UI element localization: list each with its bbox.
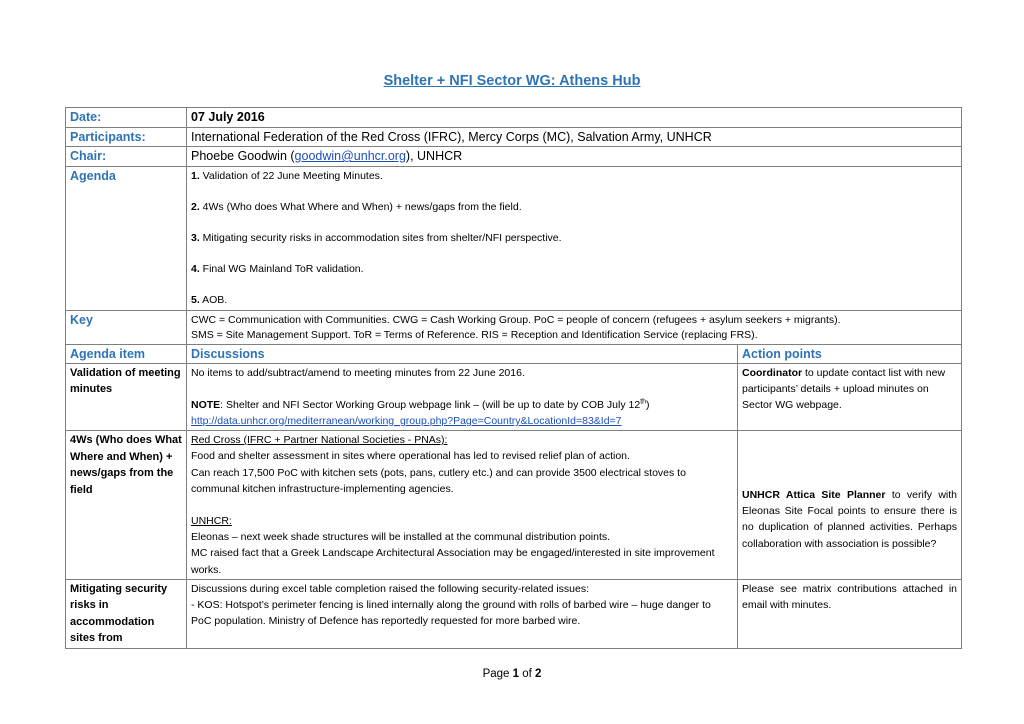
agenda-item-5: 5. AOB. <box>191 293 228 306</box>
header-discussions: Discussions <box>187 344 738 363</box>
agenda-item-4: 4. Final WG Mainland ToR validation. <box>191 262 364 275</box>
page-total: 2 <box>535 668 542 680</box>
chair-value <box>187 147 962 167</box>
agenda-label: Agenda <box>66 166 187 310</box>
row-action: Coordinator to update contact list with new participants’ details + upload minutes on Sector WG webpage. <box>738 363 962 431</box>
minutes-table <box>65 107 962 649</box>
table-row <box>66 431 962 580</box>
agenda-list <box>187 166 962 310</box>
row-action: Please see matrix contributions attached in email with minutes. <box>738 579 962 648</box>
discussion-line: No items to add/subtract/amend to meeting minutes from 22 June 2016. <box>191 366 525 379</box>
agenda-item-3: 3. Mitigating security risks in accommodation sites from shelter/NFI perspective. <box>191 231 562 244</box>
webpage-link[interactable]: http://data.unhcr.org/mediterranean/working_group.php?Page=Country&LocationId=83&Id=7 <box>191 414 622 427</box>
chair-email-link[interactable]: goodwin@unhcr.org <box>294 149 406 163</box>
discussion-line: Discussions during excel table completion raised the following security-related issues: <box>191 582 590 595</box>
chair-suffix: ), UNHCR <box>405 149 463 163</box>
chair-label: Chair: <box>66 147 187 167</box>
page-number: 1 <box>512 668 520 680</box>
table-row <box>66 579 962 648</box>
date-row <box>66 108 962 128</box>
agenda-row <box>66 166 962 310</box>
discussion-line: MC raised fact that a Greek Landscape Architectural Association may be engaged/interested in site improvement works. <box>191 547 715 576</box>
key-line-1: CWC = Communication with Communities. CWG = Cash Working Group. PoC = people of concern (refugees + asylum seekers + migrants). <box>191 313 841 326</box>
document-title: Shelter + NFI Sector WG: Athens Hub <box>383 73 641 89</box>
header-row <box>66 344 962 363</box>
row-discussion <box>187 431 738 580</box>
agenda-item-1: 1. Validation of 22 June Meeting Minutes. <box>191 169 383 182</box>
header-action-points: Action points <box>738 344 962 363</box>
page-footer: Page 1 of 2 <box>482 668 542 680</box>
date-label: Date: <box>66 108 187 128</box>
participants-value: International Federation of the Red Cross (IFRC), Mercy Corps (MC), Salvation Army, UNHCR <box>187 127 962 147</box>
key-label: Key <box>66 310 187 344</box>
row-item-label: Validation of meeting minutes <box>66 363 187 431</box>
key-line-2: SMS = Site Management Support. ToR = Terms of Reference. RIS = Reception and Identification Service (replacing FRS). <box>191 328 758 341</box>
discussion-line: - KOS: Hotspot’s perimeter fencing is lined internally along the ground with rolls of barbed wire – huge danger to PoC population. Ministry of Defence has reportedly requested for more barbed wire. <box>191 598 711 628</box>
key-text <box>187 310 962 344</box>
agenda-item-2: 2. 4Ws (Who does What Where and When) + news/gaps from the field. <box>191 200 522 213</box>
row-discussion <box>187 579 738 648</box>
discussion-line: Can reach 17,500 PoC with kitchen sets (pots, pans, cutlery etc.) and can provide 3500 electrical stoves to communal kitchen infrastructure-implementing agencies. <box>191 466 686 495</box>
row-discussion <box>187 363 738 431</box>
chair-row <box>66 147 962 167</box>
key-row <box>66 310 962 344</box>
discussion-line: Eleonas – next week shade structures will be installed at the communal distribution points. <box>191 531 611 544</box>
row-item-label: 4Ws (Who does What Where and When) + news/gaps from the field <box>66 431 187 580</box>
header-agenda-item: Agenda item <box>66 344 187 363</box>
row-action: UNHCR Attica Site Planner to verify with Eleonas Site Focal points to ensure there is no duplication of planned activities. Perhaps collaboration with association is possible? <box>738 431 962 580</box>
discussion-line: Food and shelter assessment in sites where operational has led to revised relief plan of action. <box>191 450 630 463</box>
participants-row <box>66 127 962 147</box>
chair-name: Phoebe Goodwin ( <box>191 149 295 163</box>
section-heading: Red Cross (IFRC + Partner National Societies - PNAs): <box>191 434 448 447</box>
participants-label: Participants: <box>66 127 187 147</box>
table-row <box>66 363 962 431</box>
date-value: 07 July 2016 <box>187 108 962 128</box>
row-item-label: Mitigating security risks in accommodation sites from <box>66 579 187 648</box>
section-heading: UNHCR: <box>191 514 232 527</box>
note-line: NOTE: Shelter and NFI Sector Working Group webpage link – (will be up to date by COB July 12th) <box>191 398 650 411</box>
